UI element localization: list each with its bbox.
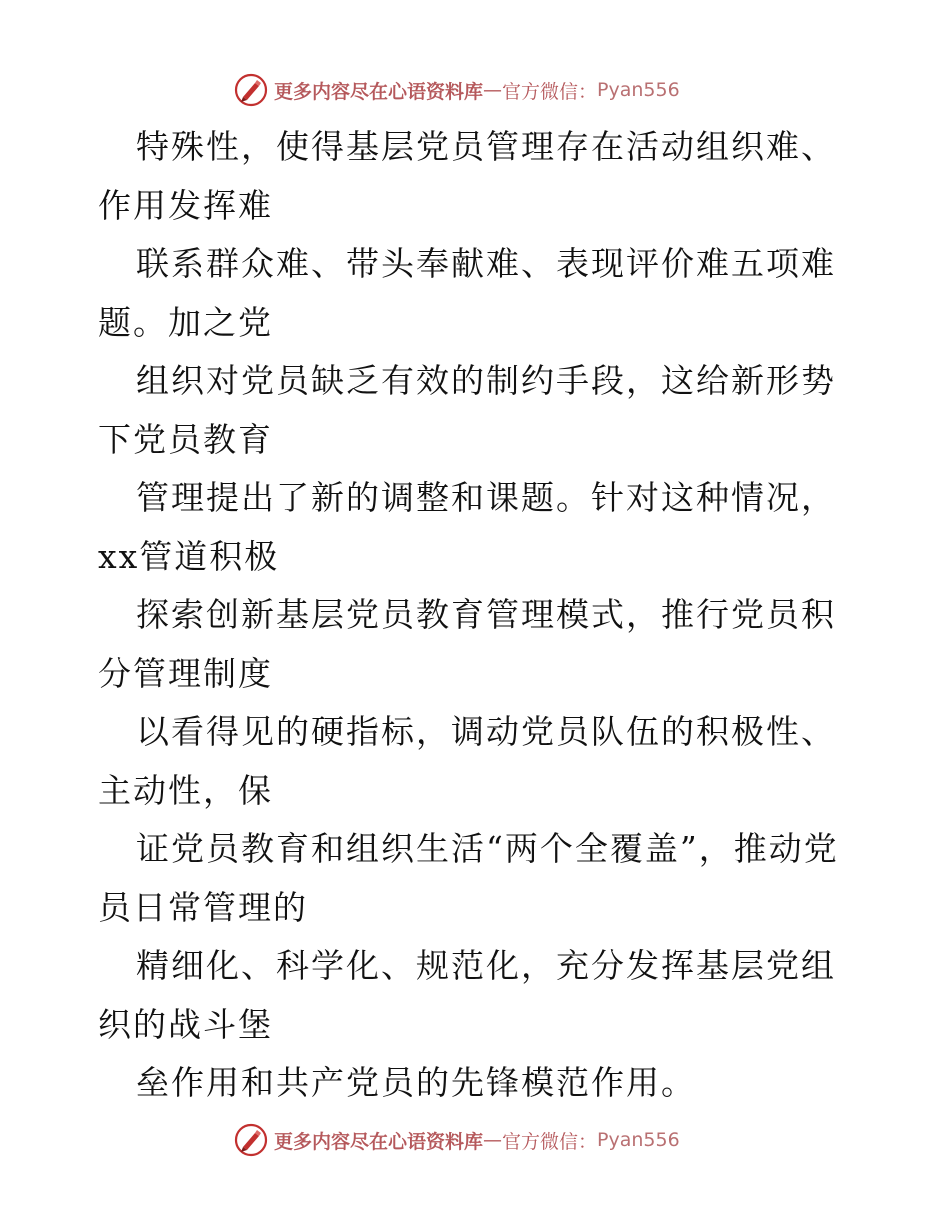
footer-watermark [234, 1122, 680, 1158]
pen-logo-icon [234, 73, 268, 107]
header-watermark [234, 72, 680, 108]
paragraph: 联系群众难、带头奉献难、表现评价难五项难题。加之党 [98, 244, 836, 342]
banner-brand: 更多内容尽在心语资料库 [274, 80, 484, 103]
paragraph: 证党员教育和组织生活“两个全覆盖”，推动党员日常管理的 [98, 829, 839, 927]
document-body [98, 118, 858, 1113]
paragraph: 以看得见的硬指标，调动党员队伍的积极性、主动性，保 [98, 712, 836, 810]
banner-label: 官方微信： [502, 80, 598, 103]
paragraph: 特殊性，使得基层党员管理存在活动组织难、作用发挥难 [98, 127, 836, 225]
banner-brand: 更多内容尽在心语资料库 [274, 1130, 484, 1153]
paragraph: 精细化、科学化、规范化，充分发挥基层党组织的战斗堡 [98, 946, 836, 1044]
paragraph: 探索创新基层党员教育管理模式，推行党员积分管理制度 [98, 595, 836, 693]
paragraph: 组织对党员缺乏有效的制约手段，这给新形势下党员教育 [98, 361, 836, 459]
paragraph: 管理提出了新的调整和课题。针对这种情况，xx管道积极 [98, 478, 836, 576]
paragraph: 垒作用和共产党员的先锋模范作用。 [136, 1063, 696, 1102]
banner-account: Pyan556 [597, 1129, 680, 1151]
banner-dash: — [483, 1129, 503, 1151]
pen-logo-icon [234, 1123, 268, 1157]
banner-label: 官方微信： [502, 1130, 598, 1153]
banner-account: Pyan556 [597, 79, 680, 101]
banner-dash: — [483, 79, 503, 101]
